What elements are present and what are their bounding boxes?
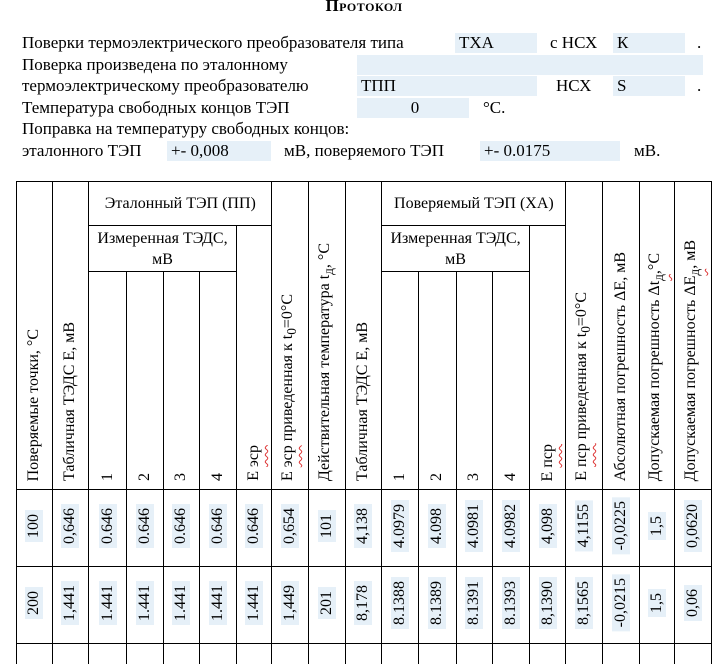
table-cell[interactable]: 1,5 <box>639 567 675 644</box>
header-abs-error: Абсолютная погрешность ΔЕ, мВ <box>603 182 640 490</box>
table-cell[interactable]: 8.1388 <box>382 567 419 644</box>
table-cell[interactable]: 0,06 <box>675 567 712 644</box>
period-1: . <box>697 33 701 53</box>
table-cell[interactable]: 200 <box>17 567 53 644</box>
table-cell[interactable]: 0,646 <box>52 490 89 567</box>
reference-field-top[interactable] <box>357 55 703 75</box>
header-ref-n1: 1 <box>89 272 127 490</box>
table-cell[interactable]: 1,5 <box>639 490 675 567</box>
header-test-n3: 3 <box>456 272 493 490</box>
header-e-avg-test: Е пср <box>529 226 566 490</box>
header-reference-group: Эталонный ТЭП (ПП) <box>89 182 272 226</box>
ref-nsh-label: НСХ <box>556 76 591 96</box>
table-cell[interactable]: 0.646 <box>163 490 200 567</box>
header-e-avg-ref: Е эср <box>236 226 272 490</box>
table-cell[interactable]: 1,449 <box>272 567 309 644</box>
table-cell[interactable]: 8,1565 <box>566 567 603 644</box>
protocol-title: Протокол <box>0 0 728 16</box>
ref-nsh-field[interactable]: S <box>613 76 685 96</box>
header-ref-n2: 2 <box>126 272 163 490</box>
header-line-3: термоэлектрическому преобразователю <box>22 76 309 96</box>
table-cell[interactable]: 8.1391 <box>456 567 493 644</box>
header-line-1 <box>22 33 404 53</box>
table-cell[interactable]: -0,0225 <box>603 490 640 567</box>
table-cell[interactable]: 100 <box>17 490 53 567</box>
header-test-n4: 4 <box>493 272 530 490</box>
table-cell[interactable]: 0,654 <box>272 490 309 567</box>
type-label: Поверки термоэлектрического преобразователя типа <box>22 33 404 52</box>
protocol-table <box>16 181 712 664</box>
header-ref-n4: 4 <box>200 272 237 490</box>
table-cell[interactable]: 1.441 <box>163 567 200 644</box>
table-cell[interactable]: 8,178 <box>345 567 382 644</box>
header-test-group: Поверяемый ТЭП (ХА) <box>382 182 566 226</box>
cold-junction-temp-field[interactable]: 0 <box>357 98 469 118</box>
table-cell[interactable]: 0.646 <box>236 490 272 567</box>
header-perm-temp-error: Допускаемая погрешность $\Delta t_д,^\circ С$ <box>639 182 675 490</box>
period-2: . <box>697 76 701 96</box>
table-cell[interactable]: 0.646 <box>89 490 127 567</box>
table-cell[interactable]: 4,1155 <box>566 490 603 567</box>
ref-correction-field[interactable]: +- 0,008 <box>167 141 271 161</box>
header-line-5: Поправка на температуру свободных концов: <box>22 119 349 139</box>
table-cell[interactable]: 8.1393 <box>493 567 530 644</box>
table-cell[interactable]: 1,441 <box>52 567 89 644</box>
table-row <box>17 490 712 567</box>
header-tab-emf-test: Табличная ТЭДС Е, мВ <box>345 182 382 490</box>
test-correction-field[interactable]: +- 0.0175 <box>480 141 620 161</box>
header-line-4: Температура свободных концов ТЭП <box>22 98 290 118</box>
table-cell[interactable]: 201 <box>309 567 346 644</box>
header-points: Поверяемые точки, °С <box>17 182 53 490</box>
table-cell[interactable]: 4.0982 <box>493 490 530 567</box>
table-cell[interactable]: 8,1390 <box>529 567 566 644</box>
table-cell[interactable]: 4,098 <box>529 490 566 567</box>
table-cell[interactable]: 4,138 <box>345 490 382 567</box>
table-cell[interactable]: 1.441 <box>89 567 127 644</box>
header-real-temp: Действительная температура $t_д$, °С <box>309 182 346 490</box>
header-e-adjusted-ref: Е эср приведенная к $t_0=0^\circ С$ <box>272 182 309 490</box>
table-cell[interactable]: 1.441 <box>126 567 163 644</box>
nsh-label: с НСХ <box>550 33 597 53</box>
table-cell[interactable]: 4.0979 <box>382 490 419 567</box>
header-e-adjusted-test: Е пср приведенная к $t_0=0^\circ С$ <box>566 182 603 490</box>
nsh-field[interactable]: К <box>613 33 685 53</box>
table-cell[interactable]: 1.441 <box>236 567 272 644</box>
header-test-n1: 1 <box>382 272 419 490</box>
table-cell[interactable]: 4.0981 <box>456 490 493 567</box>
header-measured-ref: Измеренная ТЭДС, мВ <box>89 226 237 272</box>
table-row <box>17 567 712 644</box>
table-cell[interactable]: 1.441 <box>200 567 237 644</box>
header-test-n2: 2 <box>418 272 456 490</box>
header-line-2: Поверка произведена по эталонному <box>22 55 288 75</box>
header-tab-emf-ref: Табличная ТЭДС Е, мВ <box>52 182 89 490</box>
type-field[interactable]: ТХА <box>455 33 537 53</box>
test-correction-label: мВ, поверяемого ТЭП <box>284 141 444 161</box>
table-cell[interactable]: 0.646 <box>200 490 237 567</box>
header-measured-test: Измеренная ТЭДС, мВ <box>382 226 530 272</box>
ref-correction-label: эталонного ТЭП <box>22 141 142 161</box>
table-cell[interactable]: 0.646 <box>126 490 163 567</box>
temp-unit: °С. <box>483 98 505 118</box>
header-perm-emf-error: Допускаемая погрешность $\Delta Е_д$, мВ <box>675 182 712 490</box>
correction-unit: мВ. <box>634 141 660 161</box>
table-cell[interactable]: 4.098 <box>418 490 456 567</box>
table-cell[interactable]: 101 <box>309 490 346 567</box>
table-cell[interactable]: -0,0215 <box>603 567 640 644</box>
reference-type-field[interactable]: ТПП <box>357 76 537 96</box>
table-cell[interactable]: 0,0620 <box>675 490 712 567</box>
header-ref-n3: 3 <box>163 272 200 490</box>
table-cell[interactable]: 8.1389 <box>418 567 456 644</box>
